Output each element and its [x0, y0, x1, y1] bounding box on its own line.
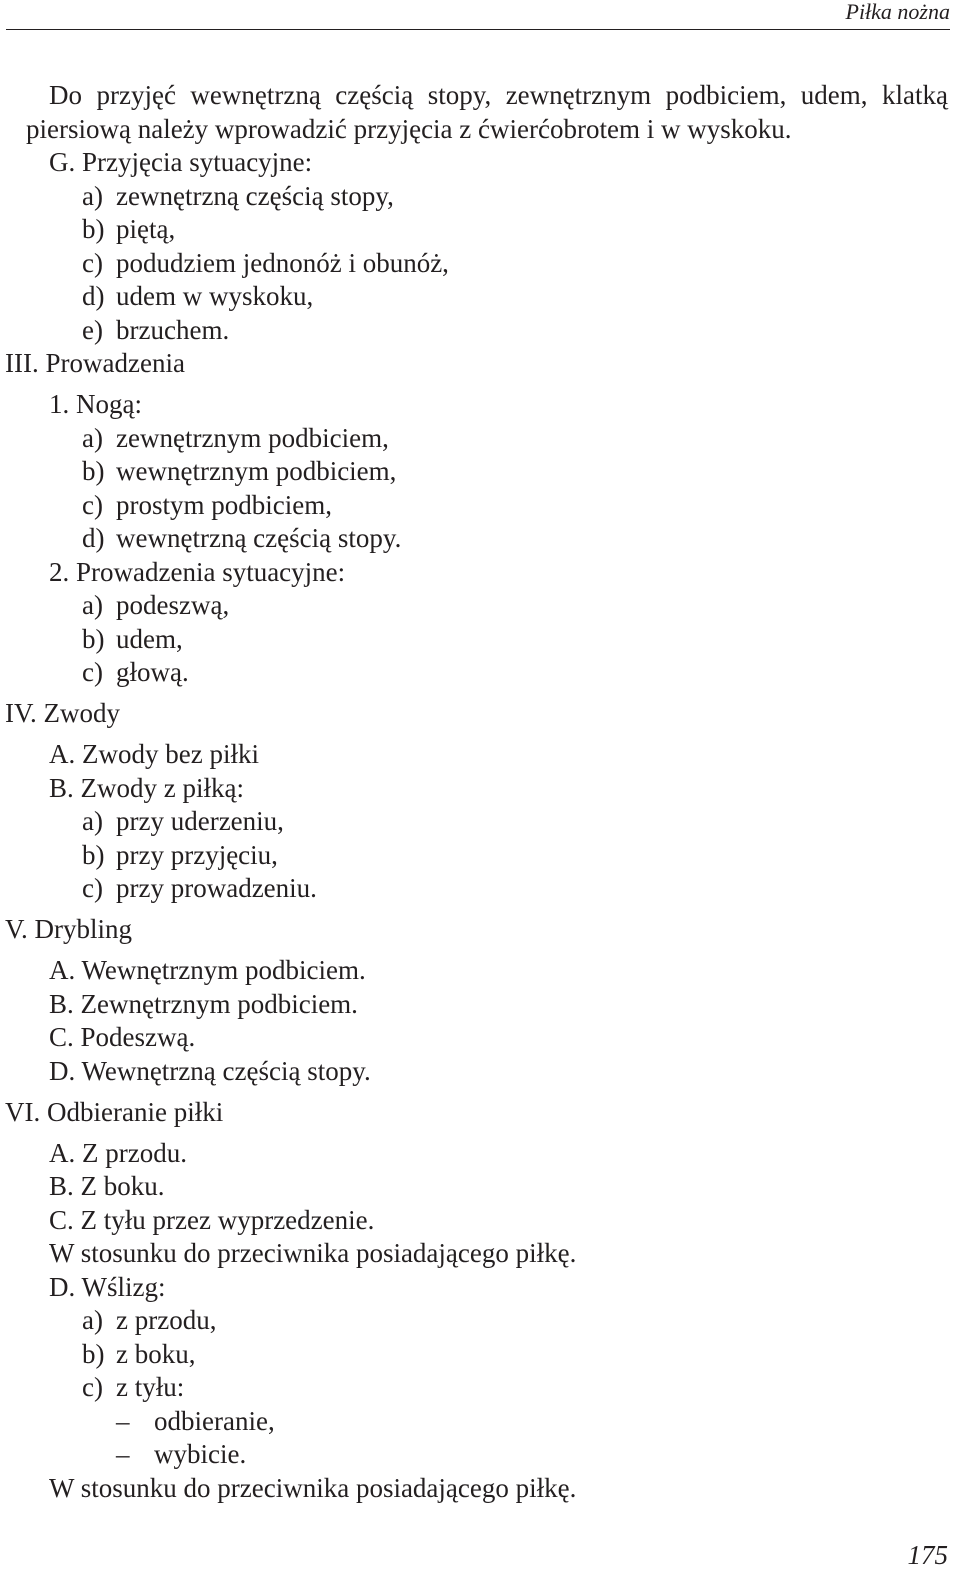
- outline-label: b): [82, 839, 105, 870]
- outline-item: [5, 913, 960, 947]
- outline-item: [82, 1304, 960, 1338]
- outline-item: [82, 489, 960, 523]
- outline-label: C.: [49, 1204, 74, 1235]
- outline-label: III.: [5, 348, 39, 378]
- outline-text: W stosunku do przeciwnika posiadającego piłkę.: [49, 1238, 577, 1268]
- outline-label: A.: [49, 739, 76, 769]
- outline-label: b): [82, 623, 105, 654]
- outline-item: [49, 1204, 960, 1238]
- outline-item: [49, 1021, 960, 1055]
- outline-text: wewnętrznym podbiciem,: [116, 456, 397, 486]
- outline-text: Nogą:: [76, 389, 142, 419]
- outline-label: IV.: [5, 698, 37, 728]
- outline-label: B.: [49, 772, 74, 803]
- outline-text: Przyjęcia sytuacyjne:: [82, 147, 313, 177]
- outline-label: G.: [49, 147, 76, 177]
- outline-label: b): [82, 214, 105, 244]
- page-number: 175: [907, 1540, 948, 1570]
- outline-item: [82, 1338, 960, 1372]
- outline-item: [82, 180, 960, 214]
- outline-label: e): [82, 314, 103, 345]
- outline-label: C.: [49, 1022, 74, 1052]
- outline-label: D.: [49, 1055, 76, 1086]
- outline-label: c): [82, 247, 103, 278]
- intro-paragraph: Do przyjęć wewnętrzną częścią stopy, zewnętrznym podbiciem, udem, klatką piersiową należy wprowadzić przyjęcia z ćwierćobrotem i w wyskoku.: [26, 80, 948, 144]
- outline-item: [5, 1096, 960, 1130]
- outline-item: [49, 146, 960, 180]
- outline-text: odbieranie,: [154, 1405, 275, 1436]
- outline-text: brzuchem.: [116, 314, 230, 345]
- outline-text: Zwody bez piłki: [82, 739, 259, 769]
- outline-text: Zwody: [43, 698, 121, 728]
- outline-item: [82, 522, 960, 556]
- outline-item: [49, 988, 960, 1022]
- outline-text: Wślizg:: [81, 1271, 166, 1302]
- outline-label: V.: [5, 914, 28, 944]
- outline-label: c): [82, 657, 103, 687]
- outline-item: [49, 1237, 960, 1271]
- running-title: Piłka nożna: [845, 0, 950, 24]
- outline-text: zewnętrzną częścią stopy,: [116, 180, 394, 211]
- outline-text: podudziem jednonóż i obunóż,: [116, 247, 449, 278]
- outline-item: [82, 839, 960, 873]
- outline-label: c): [82, 1372, 103, 1402]
- outline-text: przy prowadzeniu.: [116, 873, 317, 903]
- outline-item: [49, 1137, 960, 1171]
- outline-text: wewnętrzną częścią stopy.: [116, 523, 402, 553]
- outline-label: d): [82, 523, 105, 553]
- outline-text: Prowadzenia sytuacyjne:: [76, 556, 346, 587]
- outline-label: –: [116, 1439, 130, 1469]
- outline-text: głową.: [116, 657, 189, 687]
- outline-item: [82, 280, 960, 314]
- outline-text: W stosunku do przeciwnika posiadającego piłkę.: [49, 1472, 577, 1503]
- outline-text: podeszwą,: [116, 590, 230, 620]
- outline-label: –: [116, 1405, 130, 1436]
- outline-item: [116, 1438, 960, 1472]
- outline-item: [49, 772, 960, 806]
- outline-item: [82, 247, 960, 281]
- outline-text: Zewnętrznym podbiciem.: [80, 988, 358, 1019]
- outline-label: b): [82, 456, 105, 486]
- outline-text: Wewnętrzną częścią stopy.: [81, 1055, 371, 1086]
- outline-item: [82, 656, 960, 690]
- outline-text: Odbieranie piłki: [47, 1096, 224, 1127]
- outline-item: [82, 589, 960, 623]
- outline-text: z boku,: [116, 1338, 196, 1369]
- outline-label: a): [82, 590, 103, 620]
- outline-text: Z boku.: [80, 1171, 165, 1201]
- running-header: [0, 0, 950, 32]
- outline-text: prostym podbiciem,: [116, 489, 332, 520]
- outline-text: zewnętrznym podbiciem,: [116, 422, 389, 453]
- outline-item: [82, 1371, 960, 1405]
- outline-item: [49, 954, 960, 988]
- outline-text: piętą,: [116, 214, 176, 244]
- outline-label: c): [82, 873, 103, 903]
- outline-text: Zwody z piłką:: [80, 772, 244, 803]
- outline-item: [49, 1170, 960, 1204]
- outline-text: Drybling: [34, 914, 133, 944]
- outline-label: 1.: [49, 389, 70, 419]
- outline-label: b): [82, 1338, 105, 1369]
- outline-item: [49, 738, 960, 772]
- outline-item: [82, 872, 960, 906]
- outline-item: [49, 1472, 960, 1506]
- outline-text: Podeszwą.: [80, 1022, 196, 1052]
- outline-label: a): [82, 422, 103, 453]
- outline-label: d): [82, 281, 105, 311]
- outline-label: a): [82, 180, 103, 211]
- outline-text: udem,: [116, 623, 183, 654]
- outline-item: [82, 455, 960, 489]
- outline-item: [49, 556, 960, 590]
- outline-item: [49, 1055, 960, 1089]
- outline-item: [82, 805, 960, 839]
- outline-item: [82, 213, 960, 247]
- outline-list: [0, 146, 960, 1505]
- outline-text: udem w wyskoku,: [116, 281, 314, 311]
- outline-item: [82, 422, 960, 456]
- outline-text: Wewnętrznym podbiciem.: [81, 955, 366, 985]
- outline-item: [5, 697, 960, 731]
- outline-item: [5, 347, 960, 381]
- header-rule: [6, 29, 950, 30]
- outline-text: Z tyłu przez wyprzedzenie.: [80, 1204, 375, 1235]
- outline-item: [49, 388, 960, 422]
- outline-label: A.: [49, 955, 76, 985]
- outline-text: z tyłu:: [116, 1372, 185, 1402]
- outline-label: a): [82, 1305, 103, 1335]
- outline-label: 2.: [49, 556, 70, 587]
- page-body: [0, 79, 960, 1505]
- outline-item: [116, 1405, 960, 1439]
- outline-text: z przodu,: [116, 1305, 217, 1335]
- outline-item: [82, 314, 960, 348]
- outline-label: VI.: [5, 1096, 41, 1127]
- outline-label: B.: [49, 988, 74, 1019]
- outline-item: [82, 623, 960, 657]
- outline-label: a): [82, 806, 103, 836]
- outline-text: wybicie.: [154, 1439, 247, 1469]
- outline-text: Z przodu.: [82, 1137, 187, 1168]
- outline-label: B.: [49, 1171, 74, 1201]
- outline-text: przy przyjęciu,: [116, 839, 278, 870]
- outline-label: D.: [49, 1271, 76, 1302]
- outline-item: [49, 1271, 960, 1305]
- outline-label: A.: [49, 1137, 76, 1168]
- outline-text: Prowadzenia: [45, 348, 185, 378]
- outline-label: c): [82, 489, 103, 520]
- outline-text: przy uderzeniu,: [116, 806, 284, 836]
